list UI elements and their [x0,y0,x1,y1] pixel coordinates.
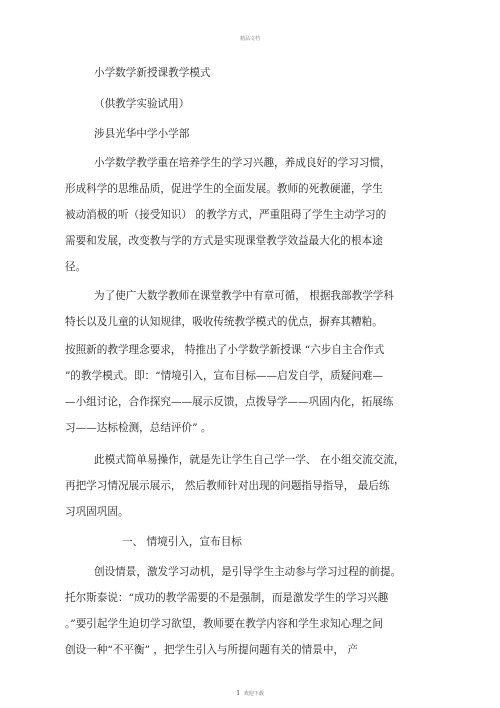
paragraph-line: 特长以及儿童的认知规律，吸收传统教学模式的优点，摒弃其糟粕。 [65,316,383,328]
paragraph-line: 需要和发展，改变教与学的方式是实现课堂教学效益最大化的根本途 [65,235,383,247]
paragraph-line: 托尔斯泰说：“成功的教学需要的不是强制，而是激发学生的学习兴趣 [65,592,389,604]
paragraph-line: —小组讨论，合作探究——展示反馈，点拨导学——巩固内化，拓展练 [65,396,394,408]
paragraph-line: 习巩固巩固。 [65,506,129,518]
paragraph-line: 此模式简单易操作，就是先让学生自己学一学、 在小组交流交流， [94,454,405,466]
section-heading: 一、 情境引入，宣布目标 [122,536,242,548]
page-footer [0,690,500,697]
document-title: 小学数学新授课教学模式 [94,67,211,79]
paragraph-line: 小学数学教学重在培养学生的学习兴趣，养成良好的学习习惯， [94,157,391,169]
paragraph-line: ”的教学模式。即：“情境引入，宣布目标——启发自学，质疑问难— [65,370,384,382]
paragraph-line: 为了使广大数学教师在课堂教学中有章可循， 根据我部教学学科 [94,290,394,302]
paragraph-line: 习——达标检测，总结评价” 。 [65,422,212,434]
paragraph-line: 形成科学的思维品质，促进学生的全面发展。教师的死教硬灌，学生 [65,183,383,195]
page-number: 1 [236,690,241,697]
document-subtitle: （供教学实验试用） [94,98,190,110]
paragraph-line: 。”要引起学生迫切学习欲望，教师要在教学内容和学生求知心理之间 [65,618,383,630]
page-header: 精品文档 [239,36,260,42]
paragraph-line: 再把学习情况展示展示， 然后教师针对出现的问题指导指导， 最后练 [65,480,390,492]
footer-text: 欢迎下载 [243,691,264,697]
paragraph-line: 径。 [65,261,87,273]
paragraph-line: 创设情景，激发学习动机，是引导学生主动参与学习过程的前提。 [94,566,402,578]
paragraph-line: 创设一种“不平衡” ，把学生引入与所提问题有关的情景中， 产 [65,644,359,656]
paragraph-line: 按照新的教学理念要求， 特推出了小学数学新授课 “六步自主合作式 [65,344,385,356]
school-name: 涉县光华中学小学部 [94,128,190,140]
paragraph-line: 被动消极的听（接受知识） 的教学方式，严重阻碍了学生主动学习的 [65,209,387,221]
